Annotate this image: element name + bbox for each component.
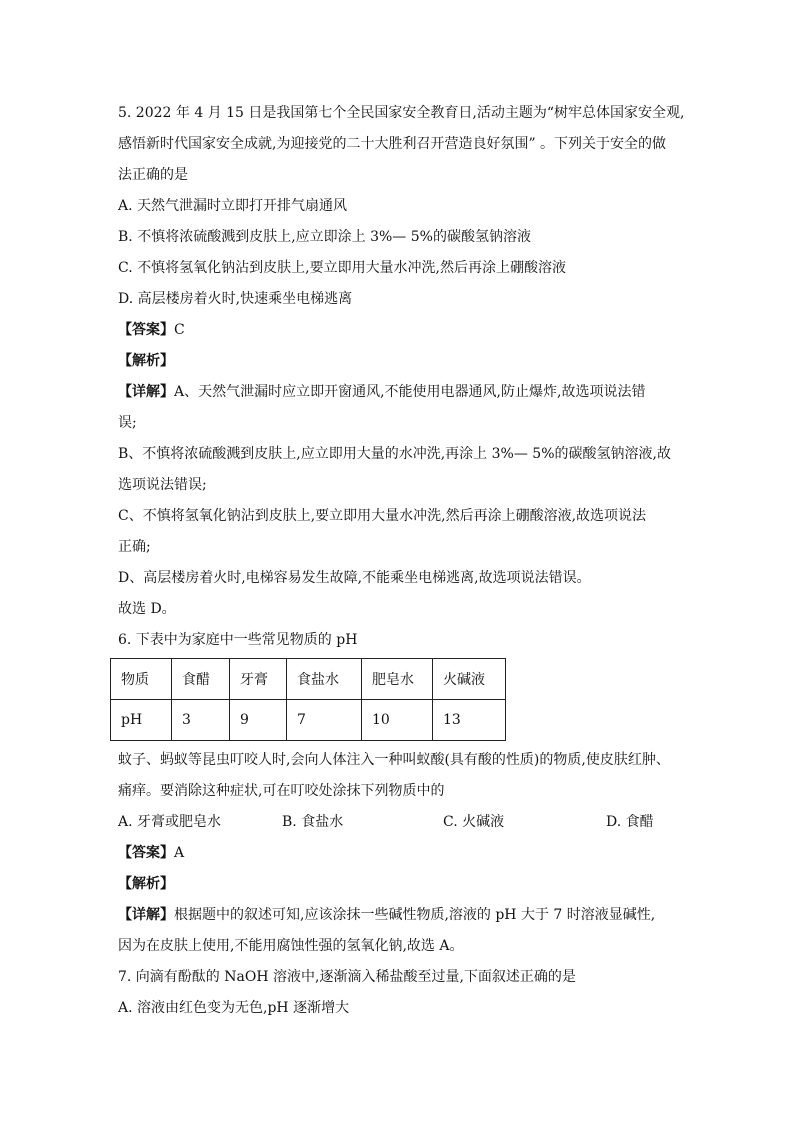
table-cell: 3 — [172, 700, 230, 741]
q5-option-c: C. 不慎将氢氧化钠沾到皮肤上,要立即用大量水冲洗,然后再涂上硼酸溶液 — [118, 260, 567, 276]
table-cell: 肥皂水 — [362, 659, 433, 700]
q5-answer-tag: 【答案】 — [118, 322, 174, 338]
q5-option-b: B. 不慎将浓硫酸溅到皮肤上,应立即涂上 3%— 5%的碳酸氢钠溶液 — [118, 229, 531, 245]
q6-detail-line2: 因为在皮肤上使用,不能用腐蚀性强的氢氧化钠,故选 A。 — [118, 938, 464, 954]
q5-detail-line2: 误; — [118, 415, 137, 431]
table-cell: 食醋 — [172, 659, 230, 700]
table-cell: 9 — [230, 700, 287, 741]
q5-detail-line5: C、不慎将氢氧化钠沾到皮肤上,要立即用大量水冲洗,然后再涂上硼酸溶液,故选项说法 — [118, 508, 647, 524]
table-row — [111, 659, 506, 700]
q5-detail-line1 — [118, 382, 645, 402]
q5-answer-value: C — [174, 322, 185, 338]
q5-detail-line6: 正确; — [118, 539, 151, 555]
q5-analysis-tag: 【解析】 — [118, 353, 174, 369]
q6-analysis-tag: 【解析】 — [118, 876, 174, 892]
table-cell: 10 — [362, 700, 433, 741]
q6-text-line1: 蚊子、蚂蚁等昆虫叮咬人时,会向人体注入一种叫蚁酸(具有酸的性质)的物质,使皮肤红肿、 — [118, 752, 670, 768]
table-cell: 火碱液 — [433, 659, 506, 700]
q5-stem-line2: 感悟新时代国家安全成就,为迎接党的二十大胜利召开营造良好氛围” 。下列关于安全的做 — [118, 136, 667, 152]
table-cell: pH — [111, 700, 172, 741]
q6-text-line2: 痛痒。要消除这种症状,可在叮咬处涂抹下列物质中的 — [118, 783, 445, 799]
table-cell: 13 — [433, 700, 506, 741]
table-cell: 7 — [287, 700, 362, 741]
table-cell: 食盐水 — [287, 659, 362, 700]
q6-answer-value: A — [174, 845, 185, 861]
table-row — [111, 700, 506, 741]
q7-stem: 7. 向滴有酚酞的 NaOH 溶液中,逐渐滴入稀盐酸至过量,下面叙述正确的是 — [118, 969, 576, 985]
q5-option-a: A. 天然气泄漏时立即打开排气扇通风 — [118, 198, 348, 214]
q5-detail-tag: 【详解】 — [118, 384, 174, 400]
q7-option-a: A. 溶液由红色变为无色,pH 逐渐增大 — [118, 1000, 350, 1016]
ph-table — [110, 658, 506, 741]
q6-option-b: B. 食盐水 — [282, 814, 344, 830]
q6-option-c: C. 火碱液 — [443, 814, 505, 830]
q5-detail-line3: B、不慎将浓硫酸溅到皮肤上,应立即用大量的水冲洗,再涂上 3%— 5%的碳酸氢钠溶液,故 — [118, 446, 671, 462]
q5-detail-line4: 选项说法错误; — [118, 477, 207, 493]
table-cell: 牙膏 — [230, 659, 287, 700]
q6-detail-text: 根据题中的叙述可知,应该涂抹一些碱性物质,溶液的 pH 大于 7 时溶液显碱性, — [174, 907, 656, 923]
q6-answer — [118, 843, 184, 863]
q5-answer — [118, 320, 185, 340]
q6-stem: 6. 下表中为家庭中一些常见物质的 pH — [118, 632, 358, 648]
q5-conclusion: 故选 D。 — [118, 601, 176, 617]
table-cell: 物质 — [111, 659, 172, 700]
q5-detail-line7: D、高层楼房着火时,电梯容易发生故障,不能乘坐电梯逃离,故选项说法错误。 — [118, 570, 591, 586]
q6-detail-tag: 【详解】 — [118, 907, 174, 923]
q6-detail-line1 — [118, 905, 655, 925]
q5-stem-line1: 5. 2022 年 4 月 15 日是我国第七个全民国家安全教育日,活动主题为“树牢总体国家安全观, — [118, 105, 685, 121]
q6-option-d: D. 食醋 — [606, 814, 654, 830]
q5-stem-line3: 法正确的是 — [118, 167, 188, 183]
q6-answer-tag: 【答案】 — [118, 845, 174, 861]
q6-option-a: A. 牙膏或肥皂水 — [118, 814, 222, 830]
q5-detail-text: A、天然气泄漏时应立即开窗通风,不能使用电器通风,防止爆炸,故选项说法错 — [174, 384, 646, 400]
q5-option-d: D. 高层楼房着火时,快速乘坐电梯逃离 — [118, 291, 353, 307]
